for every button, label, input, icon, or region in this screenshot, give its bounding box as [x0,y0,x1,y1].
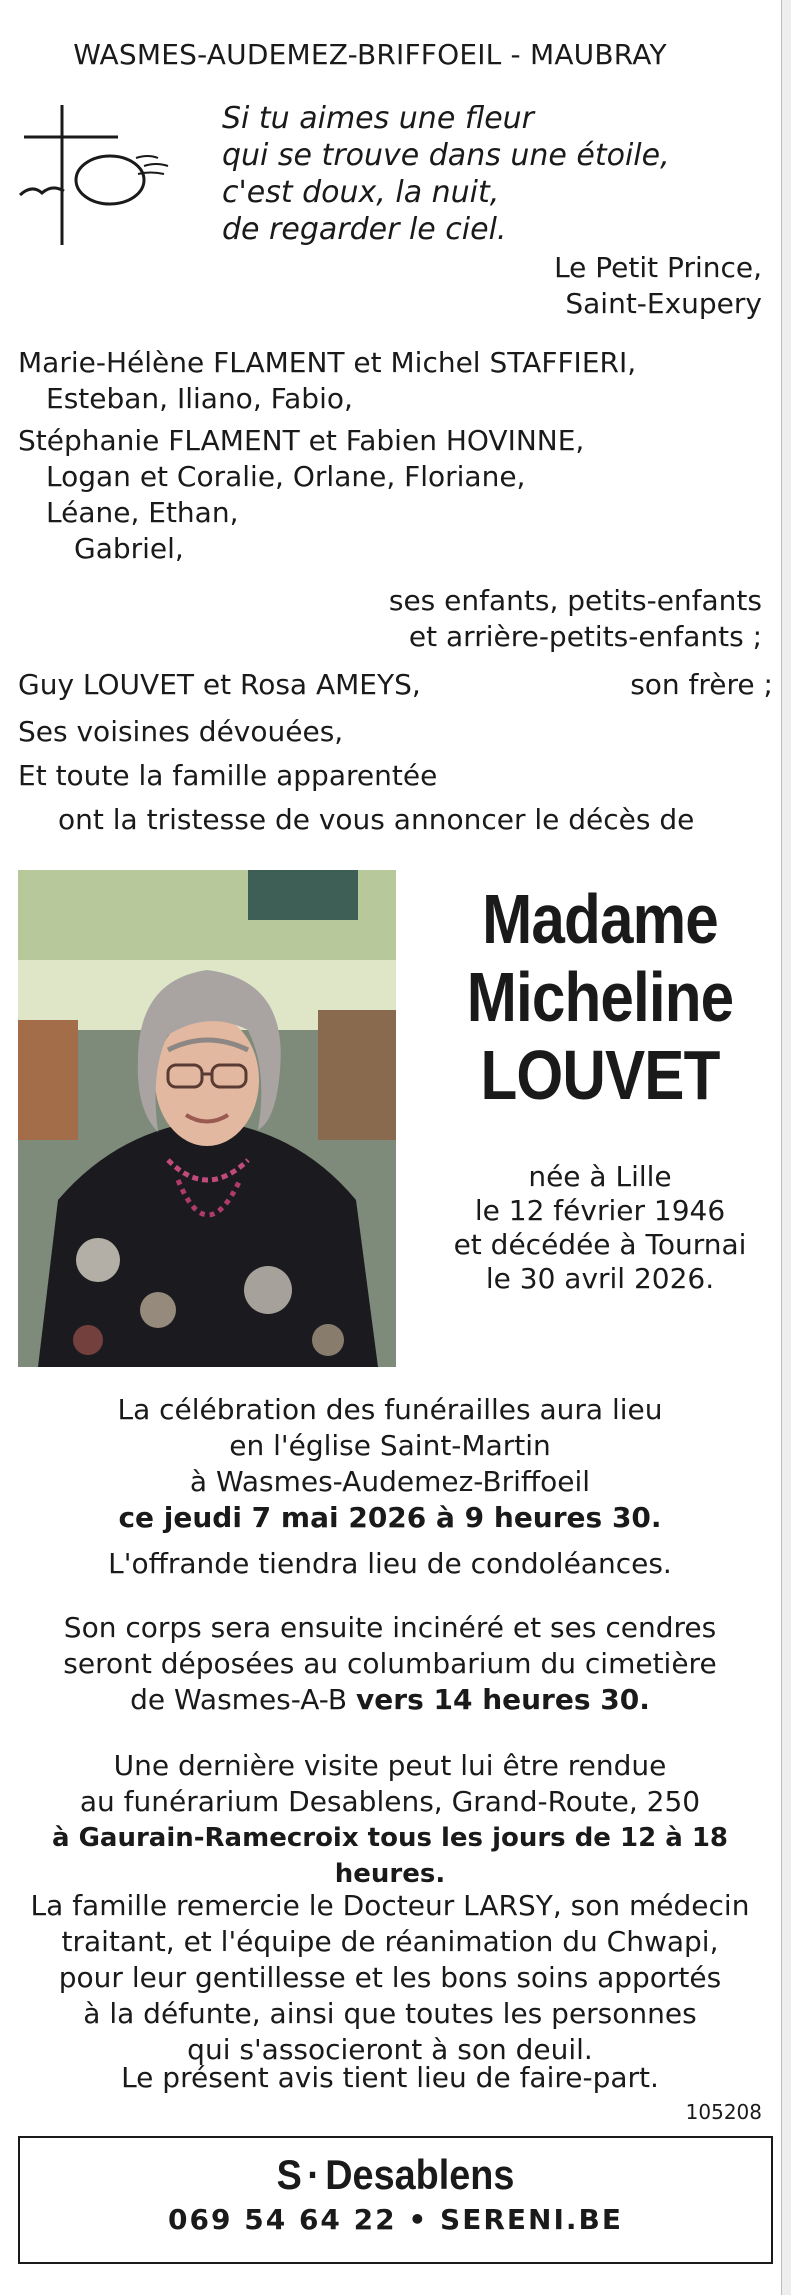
thanks-line: pour leur gentillesse et les bons soins apportés [58,1961,722,1994]
family-roles [389,583,762,655]
funeral-home-footer [18,2136,773,2264]
deceased-name [445,880,755,1114]
brother-name: Guy LOUVET et Rosa AMEYS, [18,668,421,701]
thanks-block [0,1888,780,2068]
family-line: Gabriel, [74,532,184,565]
poem-line: Si tu aimes une fleur [222,101,534,136]
brother-line [18,665,773,705]
neighbours-line: Ses voisines dévouées, [18,715,344,748]
location-header: WASMES-AUDEMEZ-BRIFFOEIL - MAUBRAY [73,38,667,71]
other-relatives [18,710,437,798]
cremation-place-time: de Wasmes-A-B vers 14 heures 30. [130,1683,650,1716]
extended-family-line: Et toute la famille apparentée [18,759,438,792]
thanks-line: à la défunte, ainsi que toutes les personnes [83,1997,697,2030]
attribution-line: Saint-Exupery [565,287,762,320]
detail-line: née à Lille [528,1160,672,1193]
brand-logo: S · Desablens [276,2151,515,2198]
visit-line: Une dernière visite peut lui être rendue [113,1749,667,1782]
detail-line: le 30 avril 2026. [485,1262,715,1295]
ceremony-line: à Wasmes-Audemez-Briffoeil [189,1465,591,1498]
page-edge [781,0,791,2295]
announcement-line: ont la tristesse de vous annoncer le décès de [58,803,695,836]
attribution-line: Le Petit Prince, [554,251,762,284]
visit-hours: à Gaurain-Ramecroix tous les jours de 12 à 18 heures. [51,1823,729,1889]
family-line: Léane, Ethan, [46,496,239,529]
family-line: Esteban, Iliano, Fabio, [46,382,353,415]
family-line: Logan et Coralie, Orlane, Floriane, [46,460,526,493]
cremation-line: seront déposées au columbarium du cimetière [63,1647,717,1680]
poem-quote [222,100,670,248]
ceremony-line: en l'église Saint-Martin [229,1429,551,1462]
cremation-line: Son corps sera ensuite incinéré et ses cendres [63,1611,717,1644]
family-line: Stéphanie FLAMENT et Fabien HOVINNE, [18,424,585,457]
ceremony-date: ce jeudi 7 mai 2026 à 9 heures 30. [118,1501,662,1534]
phone-number: 069 54 64 22 [168,2203,397,2236]
visit-block [0,1748,780,1892]
poem-line: qui se trouve dans une étoile, [222,138,670,173]
cremation-block [0,1610,780,1718]
deceased-title: Madame [482,880,718,958]
offering-line: L'offrande tiendra lieu de condoléances. [108,1547,672,1580]
thanks-line: La famille remercie le Docteur LARSY, son médecin [30,1889,750,1922]
role-line: et arrière-petits-enfants ; [408,620,762,653]
brother-relation: son frère ; [630,668,773,701]
poem-line: de regarder le ciel. [222,212,507,247]
role-line: ses enfants, petits-enfants [388,584,762,617]
family-line: Marie-Hélène FLAMENT et Michel STAFFIERI, [18,346,637,379]
contact-line: 069 54 64 22 • SERENI.BE [168,2203,623,2236]
ceremony-block [0,1392,780,1582]
poem-attribution [554,250,762,322]
ceremony-line: La célébration des funérailles aura lieu [117,1393,663,1426]
website: SERENI.BE [440,2203,623,2236]
family-list [18,345,636,567]
deceased-details [420,1160,780,1296]
deceased-first-name: Micheline [466,958,734,1036]
detail-line: le 12 février 1946 [474,1194,726,1227]
reference-number: 105208 [685,2100,762,2124]
detail-line: et décédée à Tournai [453,1228,747,1261]
visit-line: au funérarium Desablens, Grand-Route, 250 [79,1785,701,1818]
thanks-line: qui s'associeront à son deuil. [187,2033,593,2066]
cross-sun-bird-icon [18,100,178,250]
portrait-photo [18,870,396,1367]
deceased-last-name: LOUVET [480,1036,720,1114]
poem-line: c'est doux, la nuit, [222,175,500,210]
closing-line: Le présent avis tient lieu de faire-part. [121,2061,659,2094]
thanks-line: traitant, et l'équipe de réanimation du Chwapi, [61,1925,719,1958]
